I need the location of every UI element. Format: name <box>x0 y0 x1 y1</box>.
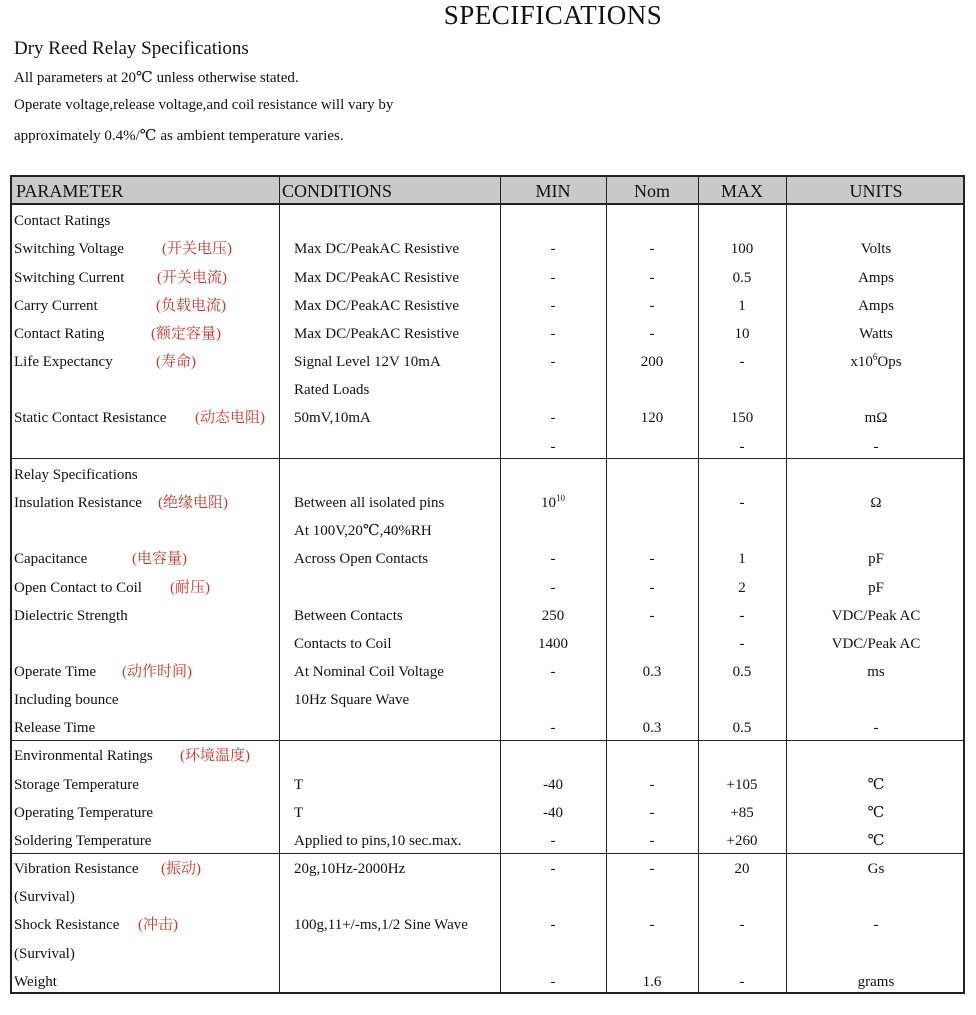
units-tail: Ops <box>877 354 902 370</box>
parameter-cell: Operate Time <box>14 664 97 680</box>
units-cell: Amps <box>858 298 894 314</box>
nom-cell: - <box>649 861 655 877</box>
units-cell: Gs <box>867 861 885 877</box>
parameter-cell: Operating Temperature <box>14 805 154 821</box>
parameter-cell: Storage Temperature <box>14 777 139 793</box>
header-nom: Nom <box>634 181 670 201</box>
nom-cell: - <box>649 777 655 793</box>
min-cell: - <box>550 974 556 990</box>
condition-cell: 10Hz Square Wave <box>294 692 410 708</box>
units-cell: Volts <box>860 241 892 257</box>
nom-cell: - <box>649 917 655 933</box>
max-cell: 1 <box>738 551 746 567</box>
units-cell: ℃ <box>867 833 885 849</box>
units-cell: - <box>873 917 879 933</box>
nom-cell: - <box>649 833 655 849</box>
min-cell: -40 <box>543 805 563 821</box>
intro-line: All parameters at 20℃ unless otherwise stated. <box>14 70 299 86</box>
chinese-label: (动作时间) <box>122 664 192 680</box>
parameter-cell: Soldering Temperature <box>14 833 152 849</box>
condition-cell: Between all isolated pins <box>294 495 445 511</box>
nom-cell: - <box>649 270 655 286</box>
parameter-cell: (Survival) <box>14 946 75 962</box>
units-base: x10 <box>850 354 873 370</box>
header-conditions: CONDITIONS <box>282 181 392 201</box>
units-cell: Amps <box>858 270 894 286</box>
chinese-label: (开关电流) <box>157 270 227 286</box>
max-cell: - <box>739 974 745 990</box>
min-cell: - <box>550 354 556 370</box>
nom-cell: - <box>649 551 655 567</box>
parameter-cell: Capacitance <box>14 551 88 567</box>
condition-cell: At 100V,20℃,40%RH <box>294 523 432 539</box>
min-cell: - <box>550 270 556 286</box>
parameter-cell: Static Contact Resistance <box>14 410 167 426</box>
parameter-cell: Switching Current <box>14 270 125 286</box>
chinese-label: (环境温度) <box>180 748 250 764</box>
min-cell: - <box>550 664 556 680</box>
min-cell: - <box>550 241 556 257</box>
nom-cell: 1.6 <box>642 974 662 990</box>
header-max: MAX <box>720 181 763 201</box>
intro-line: approximately 0.4%/℃ as ambient temperature varies. <box>14 128 344 144</box>
units-cell: pF <box>868 551 884 567</box>
min-cell: - <box>550 833 556 849</box>
parameter-cell: Including bounce <box>14 692 119 708</box>
chinese-label: (振动) <box>161 861 201 877</box>
parameter-cell: Contact Rating <box>14 326 105 342</box>
parameter-cell: Vibration Resistance <box>14 861 139 877</box>
units-cell <box>786 353 966 371</box>
max-cell: 100 <box>730 241 754 257</box>
condition-cell: Applied to pins,10 sec.max. <box>294 833 462 849</box>
min-cell: -40 <box>543 777 563 793</box>
min-cell: - <box>550 439 556 455</box>
units-cell: ℃ <box>867 805 885 821</box>
nom-cell: - <box>649 805 655 821</box>
condition-cell: 50mV,10mA <box>294 410 371 426</box>
min-cell: 1400 <box>538 636 568 652</box>
section-divider <box>12 458 963 459</box>
chinese-label: (负载电流) <box>156 298 226 314</box>
units-cell: mΩ <box>864 410 888 426</box>
parameter-cell: Environmental Ratings <box>14 748 153 764</box>
parameter-cell: Weight <box>14 974 57 990</box>
condition-cell: T <box>294 805 304 821</box>
condition-cell: Max DC/PeakAC Resistive <box>294 241 459 257</box>
section-divider <box>12 740 963 741</box>
units-cell: - <box>873 439 879 455</box>
units-exponent: 6 <box>872 352 878 362</box>
units-cell: - <box>873 720 879 736</box>
units-cell: VDC/Peak AC <box>831 608 921 624</box>
parameter-cell: Contact Ratings <box>14 213 111 229</box>
header-min: MIN <box>535 181 571 201</box>
min-cell: - <box>550 410 556 426</box>
section-divider <box>12 853 963 854</box>
condition-cell: T <box>294 777 304 793</box>
parameter-cell: Shock Resistance <box>14 917 120 933</box>
max-cell: - <box>739 917 745 933</box>
nom-cell: - <box>649 608 655 624</box>
max-cell: +260 <box>726 833 758 849</box>
min-cell: - <box>550 298 556 314</box>
chinese-label: (动态电阻) <box>195 410 265 426</box>
condition-cell: Max DC/PeakAC Resistive <box>294 270 459 286</box>
parameter-cell: Carry Current <box>14 298 98 314</box>
condition-cell: Between Contacts <box>294 608 403 624</box>
max-cell: - <box>739 636 745 652</box>
condition-cell: 100g,11+/-ms,1/2 Sine Wave <box>294 917 468 933</box>
units-cell: Ω <box>870 495 882 511</box>
min-exponent: 10 <box>556 493 565 503</box>
max-cell: 1 <box>738 298 746 314</box>
units-cell: pF <box>868 580 884 596</box>
units-cell: grams <box>857 974 895 990</box>
condition-cell: Signal Level 12V 10mA <box>294 354 441 370</box>
max-cell: - <box>739 439 745 455</box>
section-subtitle: Dry Reed Relay Specifications <box>14 38 249 59</box>
nom-cell: - <box>649 298 655 314</box>
max-cell: 0.5 <box>732 664 752 680</box>
intro-line: Operate voltage,release voltage,and coil resistance will vary by <box>14 97 394 113</box>
condition-cell: Rated Loads <box>294 382 370 398</box>
min-cell: - <box>550 326 556 342</box>
page-title: SPECIFICATIONS <box>443 0 663 30</box>
max-cell: - <box>739 354 745 370</box>
units-cell: Watts <box>859 326 893 342</box>
chinese-label: (冲击) <box>138 917 178 933</box>
condition-cell: Max DC/PeakAC Resistive <box>294 326 459 342</box>
nom-cell: - <box>649 580 655 596</box>
min-base: 10 <box>541 495 556 511</box>
nom-cell: 120 <box>640 410 664 426</box>
min-cell <box>500 494 606 512</box>
min-cell: - <box>550 551 556 567</box>
max-cell: 150 <box>730 410 754 426</box>
parameter-cell: Insulation Resistance <box>14 495 142 511</box>
condition-cell: Across Open Contacts <box>294 551 429 567</box>
units-cell: ms <box>867 664 885 680</box>
chinese-label: (耐压) <box>170 580 210 596</box>
chinese-label: (电容量) <box>132 551 187 567</box>
max-cell: 20 <box>734 861 750 877</box>
parameter-cell: Relay Specifications <box>14 467 138 483</box>
max-cell: 2 <box>738 580 746 596</box>
nom-cell: - <box>649 241 655 257</box>
column-divider <box>279 177 280 992</box>
parameter-cell: Open Contact to Coil <box>14 580 142 596</box>
condition-cell: 20g,10Hz-2000Hz <box>294 861 406 877</box>
min-cell: 250 <box>541 608 565 624</box>
parameter-cell: (Survival) <box>14 889 75 905</box>
chinese-label: (寿命) <box>156 354 196 370</box>
chinese-label: (开关电压) <box>162 241 232 257</box>
parameter-cell: Life Expectancy <box>14 354 113 370</box>
spec-table <box>10 175 965 994</box>
min-cell: - <box>550 580 556 596</box>
condition-cell: Contacts to Coil <box>294 636 392 652</box>
parameter-cell: Switching Voltage <box>14 241 124 257</box>
header-parameter: PARAMETER <box>16 181 124 201</box>
parameter-cell: Dielectric Strength <box>14 608 128 624</box>
min-cell: - <box>550 917 556 933</box>
nom-cell: 0.3 <box>642 664 662 680</box>
nom-cell: - <box>649 326 655 342</box>
condition-cell: At Nominal Coil Voltage <box>294 664 444 680</box>
header-units: UNITS <box>849 181 903 201</box>
nom-cell: 200 <box>640 354 664 370</box>
units-cell: VDC/Peak AC <box>831 636 921 652</box>
max-cell: +105 <box>726 777 758 793</box>
max-cell: - <box>739 495 745 511</box>
chinese-label: (绝缘电阻) <box>158 495 228 511</box>
max-cell: +85 <box>730 805 754 821</box>
units-cell: ℃ <box>867 777 885 793</box>
min-cell: - <box>550 720 556 736</box>
chinese-label: (额定容量) <box>151 326 221 342</box>
nom-cell: 0.3 <box>642 720 662 736</box>
max-cell: 0.5 <box>732 270 752 286</box>
max-cell: 10 <box>734 326 750 342</box>
min-cell: - <box>550 861 556 877</box>
max-cell: 0.5 <box>732 720 752 736</box>
parameter-cell: Release Time <box>14 720 96 736</box>
condition-cell: Max DC/PeakAC Resistive <box>294 298 459 314</box>
max-cell: - <box>739 608 745 624</box>
